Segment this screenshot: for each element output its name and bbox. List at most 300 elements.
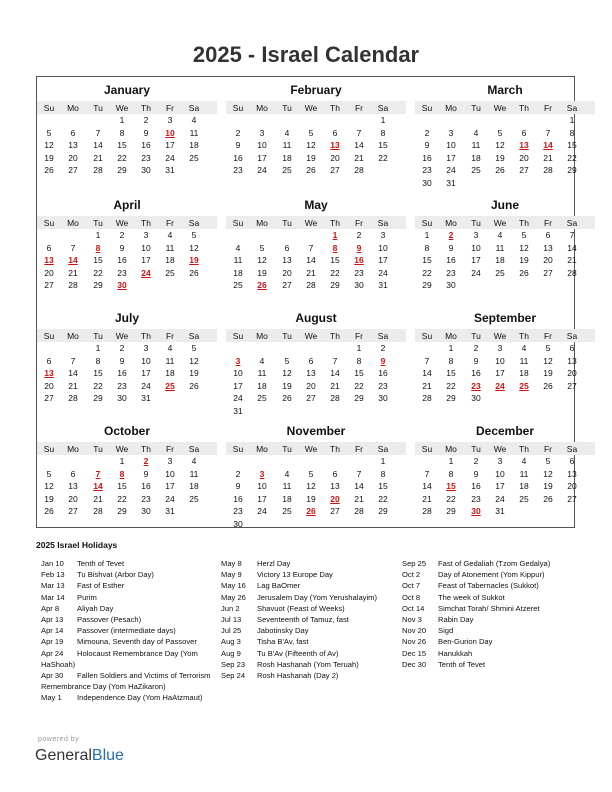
date-cell: 24 [165,152,175,163]
date-cell: 14 [68,368,78,379]
day-header-row [415,329,595,342]
holiday-date: May 1 [41,693,62,703]
day-header-row [226,329,406,342]
date-cell: 3 [473,230,479,240]
date-cell: 23 [471,493,481,504]
date-cell: 30 [141,506,151,517]
date-cell: 21 [354,493,364,504]
date-cell: 14 [422,481,432,492]
date-cell: 7 [308,242,314,253]
date-cell: 29 [446,506,456,517]
day-header: Th [330,218,340,228]
holiday-item [41,614,216,625]
holiday-item [402,614,577,625]
date-cell: 4 [235,242,241,253]
holiday-date: Oct 7 [402,581,421,591]
week-row [37,165,217,178]
month-name: December [475,424,535,438]
date-cell: 9 [235,140,241,151]
date-cell: 11 [165,355,175,366]
holiday-date: May 8 [221,559,242,568]
date-cell: 18 [519,481,529,492]
holiday-date-cell: 13 [519,140,529,151]
holiday-date-cell: 3 [235,355,241,366]
date-cell: 8 [424,242,430,253]
date-cell: 28 [68,393,78,404]
date-cell: 13 [330,481,340,492]
week-row [415,494,595,507]
holiday-name: Purim [77,592,97,602]
date-cell: 15 [378,481,388,492]
day-header: Sa [188,103,200,113]
date-cell: 1 [448,456,454,466]
holiday-date-cell: 26 [257,280,267,291]
date-cell: 28 [354,506,364,517]
date-cell: 23 [117,267,127,278]
day-header: Tu [93,103,103,113]
date-cell: 30 [446,280,456,291]
day-header: We [304,444,318,454]
date-cell: 9 [473,355,479,366]
date-cell: 29 [117,506,127,517]
day-header-row [415,442,595,455]
date-cell: 2 [119,343,125,353]
day-header: Tu [93,218,103,228]
day-header: We [304,331,318,341]
date-cell: 17 [165,140,175,151]
powered-by-text: powered by [38,736,80,743]
date-cell: 23 [354,267,364,278]
holiday-date-cell: 9 [356,242,362,253]
day-header: Sa [377,331,389,341]
date-cell: 4 [284,468,290,479]
date-cell: 10 [141,355,151,366]
holiday-name: Victory 13 Europe Day [257,570,333,580]
date-cell: 27 [44,393,54,404]
week-row [37,481,217,494]
day-header: Mo [67,218,79,228]
date-cell: 5 [191,230,197,240]
date-cell: 18 [233,267,243,278]
date-cell: 25 [282,165,292,176]
date-cell: 23 [117,380,127,391]
holiday-date-cell: 25 [165,380,175,391]
date-cell: 2 [235,468,241,479]
holiday-item [221,670,396,681]
holiday-name: Aliyah Day [77,603,114,613]
date-cell: 1 [380,456,386,466]
day-header: Su [43,444,55,454]
month-1 [226,77,406,190]
holiday-date: Apr 24 [41,648,64,658]
holiday-item [221,659,396,670]
date-cell: 9 [424,140,430,151]
day-header: Su [232,218,244,228]
date-cell: 5 [284,355,290,366]
date-cell: 7 [70,242,76,253]
day-header: Su [421,444,433,454]
date-cell: 14 [330,368,340,379]
day-header: Mo [256,444,268,454]
date-cell: 25 [471,165,481,176]
holiday-item [41,625,216,636]
date-cell: 3 [448,127,454,138]
date-cell: 21 [422,493,432,504]
day-header-row [226,216,406,229]
holiday-item [221,636,396,647]
week-row [415,456,595,469]
day-header: Th [141,103,151,113]
holiday-name: Passover (intermediate days) [77,626,176,636]
date-cell: 14 [354,140,364,151]
date-cell: 17 [165,481,175,492]
day-header: Tu [471,331,481,341]
week-row [37,494,217,507]
week-row [415,153,595,166]
date-cell: 21 [93,152,103,163]
date-cell: 15 [93,368,103,379]
date-cell: 5 [191,343,197,353]
holiday-date-cell: 30 [471,506,481,517]
day-header: Sa [566,444,578,454]
week-row [415,178,595,191]
date-cell: 31 [446,178,456,188]
date-cell: 5 [308,468,314,479]
date-cell: 16 [117,255,127,266]
month-0 [37,77,217,190]
holiday-item [41,692,216,703]
holiday-date: Nov 3 [402,615,422,625]
holiday-date: Nov 26 [402,637,427,647]
day-header: Fr [165,444,175,454]
date-cell: 3 [497,456,503,466]
date-cell: 27 [567,380,577,391]
month-name: April [113,198,141,212]
holidays-title: 2025 Israel Holidays [36,540,118,550]
holiday-name: Day of Atonement (Yom Kippur) [438,570,545,580]
day-header-row [37,329,217,342]
date-cell: 1 [95,343,101,353]
date-cell: 5 [521,230,527,240]
holiday-date-cell: 1 [332,230,338,240]
week-row [37,115,217,128]
holiday-date-cell: 8 [119,468,125,479]
month-name: February [290,83,342,97]
week-row [226,456,406,469]
date-cell: 15 [446,368,456,379]
date-cell: 30 [354,280,364,291]
week-row [226,140,406,153]
month-4 [226,192,406,305]
holiday-name: Holocaust Remembrance Day (Yom HaShoah) [41,648,198,669]
date-cell: 13 [68,140,78,151]
holiday-item [402,603,577,614]
month-name: September [473,311,537,325]
date-cell: 17 [257,152,267,163]
day-header: Sa [566,331,578,341]
date-cell: 30 [117,393,127,404]
date-cell: 10 [378,242,388,253]
week-row [37,230,217,243]
week-row [415,469,595,482]
week-row [37,140,217,153]
date-cell: 17 [233,380,243,391]
holiday-item [41,592,216,603]
date-cell: 31 [165,506,175,517]
date-cell: 5 [497,127,503,138]
date-cell: 1 [356,343,362,353]
date-cell: 14 [354,481,364,492]
date-cell: 23 [422,165,432,176]
date-cell: 8 [380,127,386,138]
date-cell: 11 [495,242,505,253]
date-cell: 28 [422,393,432,404]
date-cell: 20 [44,267,54,278]
date-cell: 16 [141,140,151,151]
holiday-date: Apr 8 [41,603,60,613]
date-cell: 14 [567,242,577,253]
day-header-row [37,101,217,114]
day-header-row [415,216,595,229]
holiday-date: May 9 [221,570,242,580]
day-header-row [226,101,406,114]
holiday-date-cell: 16 [354,255,364,266]
date-cell: 9 [473,468,479,479]
day-header: We [115,103,129,113]
date-cell: 26 [495,165,505,176]
day-header: We [115,444,129,454]
date-cell: 21 [330,380,340,391]
day-header: Th [330,444,340,454]
date-cell: 29 [330,280,340,291]
brand-blue: Blue [91,747,124,764]
week-row [226,469,406,482]
week-row [415,381,595,394]
date-cell: 28 [93,165,103,176]
holiday-item [41,636,216,647]
date-cell: 7 [545,127,551,138]
holiday-date: Aug 9 [221,648,241,658]
holiday-date-cell: 2 [448,230,454,240]
holiday-name: Ben-Gurion Day [438,637,493,647]
date-cell: 6 [332,468,338,479]
week-row [37,469,217,482]
date-cell: 6 [284,242,290,253]
date-cell: 3 [497,343,503,353]
date-cell: 1 [380,115,386,125]
holiday-item [402,558,577,569]
date-cell: 11 [257,368,267,379]
date-cell: 7 [569,230,575,240]
date-cell: 27 [68,506,78,517]
date-cell: 11 [282,481,292,492]
date-cell: 22 [422,267,432,278]
day-header: We [304,103,318,113]
holiday-date: Apr 14 [41,626,64,636]
date-cell: 22 [117,493,127,504]
date-cell: 26 [44,506,54,517]
week-row [226,280,406,293]
week-row [37,128,217,141]
date-cell: 27 [330,165,340,176]
date-cell: 26 [519,267,529,278]
date-cell: 7 [424,355,430,366]
day-header: Fr [543,444,553,454]
date-cell: 22 [117,152,127,163]
day-header: Su [43,218,55,228]
holiday-date: Jul 13 [221,615,242,625]
date-cell: 20 [519,152,529,163]
week-row [226,481,406,494]
holiday-date-cell: 10 [165,127,175,138]
date-cell: 24 [471,267,481,278]
date-cell: 12 [543,355,553,366]
week-row [37,381,217,394]
date-cell: 16 [233,152,243,163]
holiday-item [221,558,396,569]
date-cell: 6 [332,127,338,138]
holiday-name: Tisha B'Av, fast [257,637,309,647]
date-cell: 10 [257,140,267,151]
date-cell: 7 [356,468,362,479]
holiday-date: Oct 2 [402,570,421,580]
week-row [37,368,217,381]
holiday-date: Oct 8 [402,592,421,602]
day-header: Tu [93,444,103,454]
brand-logo[interactable] [35,747,124,765]
holiday-item [221,648,396,659]
month-8 [415,305,595,418]
date-cell: 27 [519,165,529,176]
holiday-item [402,625,577,636]
date-cell: 2 [235,127,241,138]
date-cell: 9 [119,242,125,253]
date-cell: 17 [495,368,505,379]
date-cell: 14 [306,255,316,266]
day-header: Th [519,444,529,454]
date-cell: 15 [117,481,127,492]
holiday-name: Passover (Pesach) [77,615,142,625]
week-row [226,153,406,166]
date-cell: 26 [543,380,553,391]
week-row [415,280,595,293]
date-cell: 27 [282,280,292,291]
month-6 [37,305,217,418]
date-cell: 11 [233,255,243,266]
holiday-date: Feb 13 [41,570,65,580]
date-cell: 14 [93,140,103,151]
holiday-name: Rosh Hashanah (Day 2) [257,671,339,681]
date-cell: 22 [446,493,456,504]
date-cell: 13 [282,255,292,266]
date-cell: 21 [422,380,432,391]
date-cell: 15 [93,255,103,266]
date-cell: 20 [567,368,577,379]
holiday-date-cell: 15 [446,481,456,492]
date-cell: 5 [259,242,265,253]
week-row [415,230,595,243]
day-header: Fr [165,331,175,341]
date-cell: 30 [378,393,388,404]
holiday-item [221,614,396,625]
date-cell: 28 [330,393,340,404]
day-header: Fr [354,218,364,228]
holiday-date: Jun 2 [221,603,240,613]
month-11 [415,418,595,531]
date-cell: 2 [424,127,430,138]
holiday-name: The week of Sukkot [438,592,505,602]
holiday-date-cell: 14 [93,481,103,492]
week-row [415,368,595,381]
holiday-date: Mar 13 [41,581,65,591]
date-cell: 10 [495,355,505,366]
date-cell: 2 [143,115,149,125]
holiday-name: Rabin Day [438,615,474,625]
date-cell: 20 [543,255,553,266]
date-cell: 29 [117,165,127,176]
holiday-name: Tenth of Tevet [77,559,125,568]
holiday-item [402,592,577,603]
date-cell: 18 [519,368,529,379]
day-header: We [493,444,507,454]
holiday-date-cell: 8 [332,242,338,253]
date-cell: 23 [378,380,388,391]
date-cell: 17 [471,255,481,266]
day-header: We [115,331,129,341]
holiday-name: Fast of Gedaliah (Tzom Gedalya) [438,559,551,568]
date-cell: 9 [143,468,149,479]
week-row [37,268,217,281]
date-cell: 14 [422,368,432,379]
week-row [37,343,217,356]
month-10 [226,418,406,531]
date-cell: 1 [448,343,454,353]
holiday-item [41,648,216,670]
date-cell: 13 [68,481,78,492]
date-cell: 8 [119,127,125,138]
day-header: Fr [543,103,553,113]
date-cell: 16 [471,481,481,492]
date-cell: 19 [44,493,54,504]
holiday-date: Oct 14 [402,603,425,613]
date-cell: 30 [471,393,481,404]
date-cell: 7 [332,355,338,366]
day-header: Fr [543,331,553,341]
date-cell: 21 [93,493,103,504]
day-header: Mo [67,103,79,113]
date-cell: 22 [378,493,388,504]
date-cell: 13 [306,368,316,379]
day-header: Fr [165,218,175,228]
date-cell: 23 [141,152,151,163]
holiday-item [41,580,216,591]
holiday-column [41,558,216,704]
day-header: Mo [256,103,268,113]
day-header: Fr [543,218,553,228]
holiday-date: May 16 [221,581,246,591]
date-cell: 23 [446,267,456,278]
date-cell: 31 [165,165,175,176]
date-cell: 28 [543,165,553,176]
date-cell: 12 [306,481,316,492]
day-header: Tu [471,218,481,228]
date-cell: 28 [93,506,103,517]
date-cell: 24 [495,493,505,504]
date-cell: 28 [567,267,577,278]
date-cell: 8 [380,468,386,479]
date-cell: 18 [471,152,481,163]
day-header: Su [232,444,244,454]
